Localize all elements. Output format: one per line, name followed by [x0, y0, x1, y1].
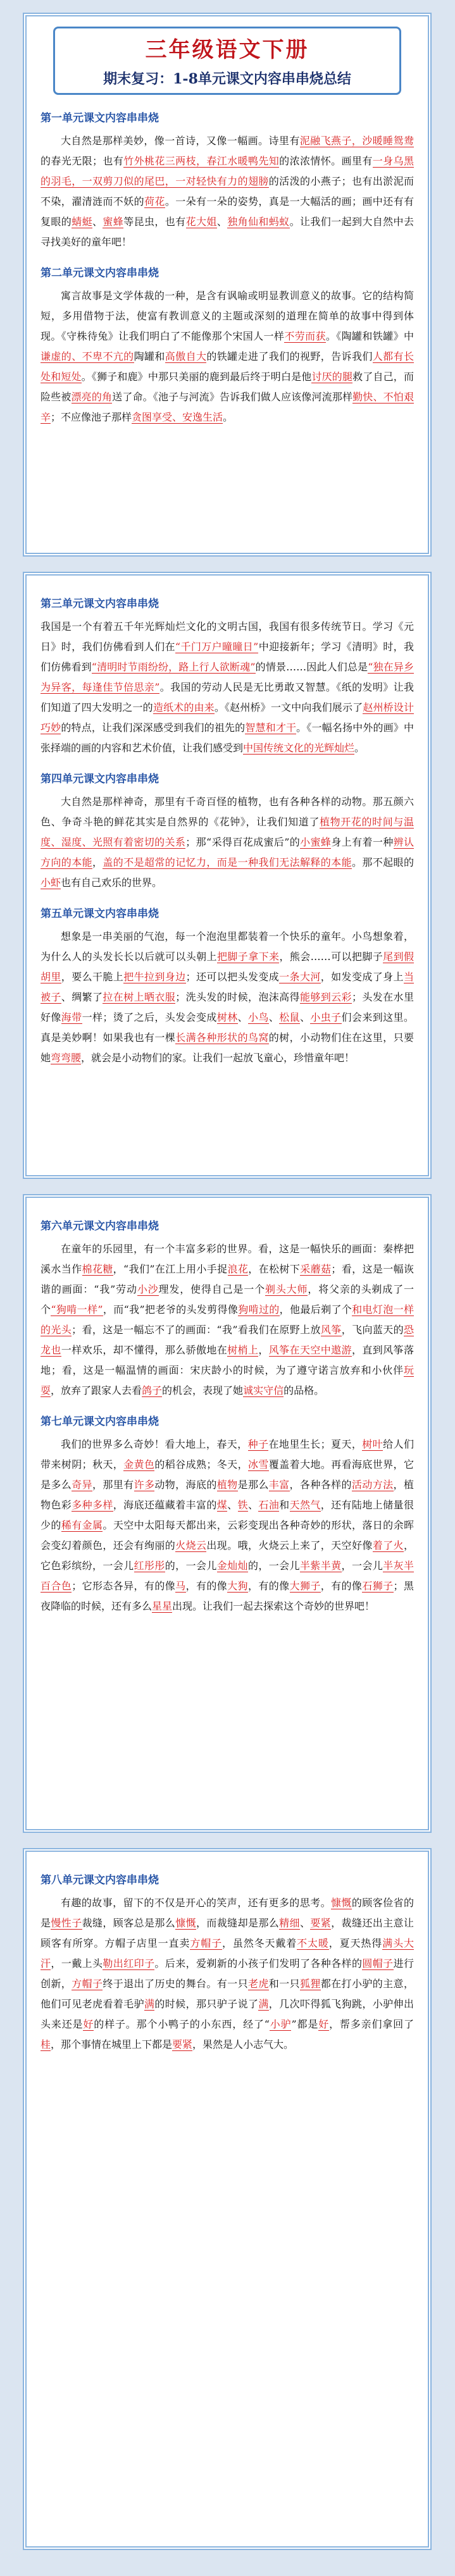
key-phrase: 金灿灿 [216, 1560, 248, 1572]
text-run: 救了自己，而险些被 [41, 371, 414, 403]
key-phrase: 铁 [237, 1499, 248, 1511]
unit-heading: 第四单元课文内容串串烧 [41, 773, 159, 786]
text-run: 的树，小动物们住在这里，只要她 [41, 1032, 414, 1064]
key-phrase: 半紫半黄 [299, 1560, 342, 1572]
key-phrase: 诚实守信 [243, 1384, 284, 1396]
page-subtitle: 期末复习：1-8单元课文内容串串烧总结 [103, 71, 351, 87]
text-run: 。《狮子和鹿》中那只美丽的鹿到最后终于明白是他 [81, 371, 312, 383]
text-run: ，各种各样的 [289, 1479, 352, 1491]
key-phrase: 种子 [247, 1438, 269, 1450]
text-run: 。那不起眼的 [351, 856, 414, 868]
text-run: 。我国的劳动人民是无比勇敢又智慧。《纸的发明》让我们知道了四大发明之一的 [41, 681, 414, 713]
text-run: 终于退出了历史的舞台。有一只 [103, 1978, 248, 1990]
document-sheet-3 [23, 1194, 432, 1833]
key-phrase: 把脚子拿下来 [216, 951, 280, 963]
key-phrase: 满 [258, 1998, 269, 2010]
text-run: ，要么干脆上 [61, 971, 124, 983]
unit-paragraph [41, 927, 414, 1068]
text-run: 的机会，表现了她 [162, 1384, 244, 1396]
unit-section [41, 1217, 414, 1401]
key-phrase: 荷花 [144, 195, 165, 207]
text-run: ，直到风筝落地；看，这是一幅温情的画面：宋庆龄小的时候，为了遵守诺言放弃和小伙伴 [41, 1344, 414, 1376]
key-phrase: 许多 [134, 1479, 155, 1491]
key-phrase: 鸽子 [142, 1384, 163, 1396]
document-sheet-2 [23, 572, 432, 1179]
text-run: 的情景……因此人们总是 [255, 661, 368, 673]
key-phrase: 智慧和才干 [245, 722, 297, 734]
text-run: 想象是一串美丽的气泡，每一个泡泡里都装着一个快乐的童年。小鸟想象着，为什么人的头发长长以后就可以头朝上 [41, 930, 414, 963]
text-run: 等昆虫，也有 [123, 216, 186, 228]
unit-section [41, 264, 414, 428]
key-phrase: 海带 [61, 1011, 82, 1023]
text-run: 的，一会儿 [165, 1560, 217, 1572]
key-phrase: 和电灯泡一样的光头 [41, 1303, 414, 1336]
text-run: 出现。哦，火烧云上来了，天空好像 [206, 1539, 373, 1551]
unit-heading: 第一单元课文内容串串烧 [41, 112, 159, 125]
key-phrase: 稀有金属 [61, 1519, 103, 1531]
key-phrase: 当被子 [41, 971, 414, 1003]
text-run: ， [92, 856, 103, 868]
key-phrase: 红彤彤 [134, 1560, 165, 1572]
text-run: 、 [216, 216, 228, 228]
key-phrase: 树叶 [362, 1438, 383, 1450]
key-phrase: 玩耍 [41, 1364, 414, 1396]
text-run: 在童年的乐园里，有一个丰富多彩的世界。看，这是一幅快乐的画面：秦桦把溪水当作 [41, 1243, 414, 1275]
text-run: 和 [279, 1499, 290, 1511]
key-phrase: 把牛拉到身边 [123, 971, 186, 983]
text-run: 在地里生长；夏天， [268, 1438, 363, 1450]
key-phrase: 不太暖 [297, 1937, 329, 1949]
key-phrase: 高傲自大 [165, 350, 207, 362]
unit-paragraph [41, 1893, 414, 2055]
text-run: 有趣的故事，留下的不仅是开心的笑声，还有更多的思考。 [61, 1897, 331, 1909]
text-run: 的样子。那个小鸭子的小东西，经了“ [94, 2018, 270, 2030]
unit-heading: 第五单元课文内容串串烧 [41, 908, 159, 920]
text-run: 寓言故事是文学体裁的一种，是含有讽喻或明显教训意义的故事。它的结构简短，多用借物于法，使富有教训意义的主题或深刻的道理在简单的故事中得到体现。《守株待兔》让我们明白了不能像那个宋国人一样 [41, 290, 414, 342]
unit-heading: 第三单元课文内容串串烧 [41, 598, 159, 610]
text-run: 们会来到这里。真是美妙啊！如果我也有一棵 [41, 1011, 414, 1044]
text-run: 动物，海底的 [154, 1479, 217, 1491]
key-phrase: 丰富 [268, 1479, 290, 1491]
key-phrase: 浪花 [227, 1263, 249, 1275]
text-run: 大自然是那样美妙，像一首诗，又像一幅画。诗里有 [61, 135, 300, 147]
text-run: ，帮多亲们拿回了 [329, 2018, 414, 2030]
key-phrase: 植物开花的时间与温度、湿度、光照有着密切的关系 [41, 816, 414, 848]
key-phrase: 盖的不是超常的记忆力，而是一种我们无法解释的本能 [103, 856, 352, 868]
key-phrase: 大狮子 [289, 1580, 321, 1592]
key-phrase: 棉花糖 [82, 1263, 113, 1275]
unit-heading: 第八单元课文内容串串烧 [41, 1874, 159, 1887]
key-phrase: 着了火 [372, 1539, 404, 1551]
key-phrase: 风筝 [320, 1324, 342, 1336]
key-phrase: 植物 [216, 1479, 238, 1491]
text-run: ，夏天热得 [328, 1937, 383, 1949]
text-run: ， [258, 1344, 269, 1356]
text-run: 的浓浓情怀。画里有 [279, 155, 373, 167]
text-run: ；洗头发的时候，泡沫高得 [175, 991, 300, 1003]
text-run: 。后来，爱剃新的小孩子们发明了各种各样的 [154, 1957, 363, 1969]
key-phrase: 小蜜蜂 [300, 836, 332, 848]
text-run: 都在打小驴的主意，他们可见老虎看着毛驴 [41, 1978, 414, 2010]
text-run: ，海底还蕴藏着丰富的 [113, 1499, 217, 1511]
key-phrase: 石油 [258, 1499, 280, 1511]
text-run: ，有的像 [247, 1580, 290, 1592]
text-run: ，有的像 [185, 1580, 228, 1592]
text-run: 一样；烫了之后，头发会变成 [82, 1011, 217, 1023]
text-run: 进行创新， [41, 1957, 414, 1990]
key-phrase: 蜜蜂 [103, 216, 124, 228]
key-phrase: 精细 [279, 1917, 300, 1929]
key-phrase: 不劳而获 [284, 330, 326, 342]
key-phrase: 狐狸 [299, 1978, 321, 1990]
key-phrase: 天然气 [289, 1499, 321, 1511]
unit-heading: 第七单元课文内容串串烧 [41, 1415, 159, 1428]
text-run: ；头发在水里好像 [41, 991, 414, 1023]
text-run: 的特点，让我们深深感受到我们的祖先的 [61, 722, 246, 734]
key-phrase: 活动方法 [351, 1479, 394, 1491]
text-run: ，那里有 [92, 1479, 134, 1491]
text-run: 、 [299, 1011, 311, 1023]
key-phrase: 桂 [41, 2038, 51, 2050]
key-phrase: 蜻蜓 [72, 216, 92, 228]
key-phrase: 泥融飞燕子，沙暖睡鸳鸯 [299, 135, 414, 147]
key-phrase: 要紧 [310, 1917, 332, 1929]
text-run: 理发，使得自己是一个 [158, 1283, 265, 1295]
key-phrase: 石狮子 [362, 1580, 394, 1592]
key-phrase: “清明时节雨纷纷，路上行人欲断魂” [91, 661, 256, 673]
key-phrase: 剃头大师 [265, 1283, 308, 1295]
title-banner [53, 27, 401, 95]
document-sheet-1 [23, 13, 432, 557]
key-phrase: 慢性子 [51, 1917, 82, 1929]
key-phrase: 松鼠 [279, 1011, 300, 1023]
key-phrase: 拉在树上晒衣服 [103, 991, 176, 1003]
key-phrase: 好 [83, 2018, 94, 2030]
key-phrase: 方帽子 [190, 1937, 222, 1949]
key-phrase: 小驴 [269, 2018, 292, 2030]
text-run: 的活泼的小燕子；也有出淤泥而不染，濯清涟而不妖的 [41, 175, 414, 207]
key-phrase: 马 [175, 1580, 186, 1592]
key-phrase: “千门万户曈曈日” [175, 641, 259, 653]
key-phrase: 辨认方向的本能 [41, 836, 414, 868]
key-phrase: 竹外桃花三两枝，春江水暖鸭先知 [123, 155, 280, 167]
text-run: ，那个事情在城里上下都是 [51, 2038, 173, 2050]
text-run: ，放弃了跟家人去看 [51, 1384, 142, 1396]
unit-section [41, 904, 414, 1068]
key-phrase: 贪图享受、安逸生活 [132, 411, 223, 423]
text-run: ；那“采得百花成蜜后”的 [185, 836, 301, 848]
text-run: ”都是 [291, 2018, 319, 2030]
key-phrase: 慷慨 [175, 1917, 196, 1929]
key-phrase: 勤快、不怕艰辛 [41, 391, 414, 423]
key-phrase: 冰雪 [247, 1458, 269, 1470]
key-phrase: 小鸟 [247, 1011, 269, 1023]
key-phrase: 火烧云 [175, 1539, 207, 1551]
text-run: 覆盖着大地。再看海底世界，它是多么 [41, 1458, 414, 1491]
unit-paragraph [41, 286, 414, 428]
text-run: ，将父亲的头剃成了一个 [41, 1283, 414, 1316]
key-phrase: 勒出红印子 [103, 1957, 155, 1969]
text-run: 出现。让我们一起去探索这个奇妙的世界吧！ [172, 1600, 375, 1612]
text-run: ，几次吓得狐飞狗跳，小驴伸出头来还是 [41, 1998, 414, 2030]
key-phrase: 满 [144, 1998, 155, 2010]
text-run: ，而裁缝却是那么 [196, 1917, 280, 1929]
key-phrase: 树梢上 [227, 1344, 259, 1356]
text-run: 一样欢乐，却不懂得，那么骄傲地在 [61, 1344, 228, 1356]
key-phrase: 风筝在天空中遨游 [268, 1344, 352, 1356]
text-run: ；还可以把头发变成 [185, 971, 280, 983]
key-phrase: 小沙 [137, 1283, 159, 1295]
text-run: 、 [227, 1499, 238, 1511]
text-run: 大自然是那样神奇，那里有千奇百怪的植物，也有各种各样的动物。那五颜六色、争奇斗艳的鲜花其实是自然界的《花钟》，让我们知道了 [41, 796, 414, 828]
unit-heading: 第二单元课文内容串串烧 [41, 267, 159, 280]
text-run: 。天空中太阳每天都出来，云彩变现出各种奇妙的形状，落日的余晖会变幻着颜色，还会有绚丽的 [41, 1519, 414, 1551]
unit-section [41, 109, 414, 252]
text-run: 的品格。 [284, 1384, 325, 1396]
text-run: ；看，这是一幅诙谐的画面：“我”劳动 [41, 1263, 414, 1295]
text-run: 身上有着一种 [331, 836, 394, 848]
text-run: ，在松树下 [248, 1263, 301, 1275]
text-run: ，果然是人小志气大。 [192, 2038, 294, 2050]
text-run: 我们的世界多么奇妙！看大地上，春天， [61, 1438, 248, 1450]
key-phrase: 奇异 [72, 1479, 92, 1491]
text-run: 陶罐和 [134, 350, 165, 362]
text-run: ，裁缝还出主意让顾客有所穿。方帽子店里一直卖 [41, 1917, 414, 1949]
key-phrase: 要紧 [172, 2038, 193, 2050]
text-run: 。《一幅名扬中外的画》中张择端的画的内容和艺术价值，让我们感受到 [41, 722, 414, 754]
text-run: ，还有陆地上储量很少的 [41, 1499, 414, 1531]
key-phrase: 狗啃过的 [238, 1303, 280, 1316]
key-phrase: 好 [318, 2018, 330, 2030]
key-phrase: 独角仙和蚂蚁 [227, 216, 290, 228]
text-run: ；黑夜降临的时候，还有多么 [41, 1580, 414, 1612]
text-run: ，一戴上头 [51, 1957, 103, 1969]
text-run: 、 [268, 1011, 280, 1023]
unit-section [41, 595, 414, 758]
key-phrase: 弯弯腰 [51, 1052, 82, 1064]
key-phrase: “独在异乡为异客，每逢佳节倍思亲” [41, 661, 414, 693]
text-run: 。《赵州桥》一文中向我们展示了 [214, 701, 363, 713]
key-phrase: 长满各种形状的鸟窝 [175, 1032, 269, 1044]
key-phrase: 讨厌的腿 [311, 371, 353, 383]
key-phrase: 能够到云彩 [299, 991, 352, 1003]
text-run: ；看，这是一幅忘不了的画面：“我”看我们在原野上放 [72, 1324, 321, 1336]
key-phrase: 圆帽子 [362, 1957, 394, 1969]
text-run: 给人们带来树阴；秋天， [41, 1438, 414, 1470]
unit-paragraph [41, 1239, 414, 1401]
key-phrase: 造纸术的由来 [153, 701, 215, 713]
unit-paragraph [41, 131, 414, 252]
text-run: 。 [354, 742, 365, 754]
key-phrase: 花大姐 [185, 216, 217, 228]
unit-paragraph [41, 792, 414, 893]
text-run: 、绸繁了 [61, 991, 103, 1003]
text-run: 、 [247, 1499, 259, 1511]
key-phrase: 方帽子 [72, 1978, 103, 1990]
key-phrase: 慷慨 [331, 1897, 352, 1909]
text-run: 。一朵有一朵的姿势，真是一大幅活的画；画中还有有复眼的 [41, 195, 414, 228]
key-phrase: 金黄色 [123, 1458, 155, 1470]
key-phrase: 漂亮的角 [71, 391, 113, 403]
key-phrase: 一身乌黑的羽毛，一双剪刀似的尾巴，一对轻快有力的翅膀 [41, 155, 414, 187]
text-run: 中迎接新年；学习《清明》时，我们仿佛看到 [41, 641, 414, 673]
unit-section [41, 1412, 414, 1617]
key-phrase: 树林 [216, 1011, 238, 1023]
key-phrase: 大狗 [227, 1580, 248, 1592]
text-run: ，有的像 [320, 1580, 363, 1592]
text-run: ，而“我”把老爷的头发剪得像 [103, 1303, 239, 1316]
key-phrase: 赵州桥设计巧妙 [41, 701, 414, 734]
key-phrase: 星星 [152, 1600, 173, 1612]
text-run: 的时候，那只驴子说了 [154, 1998, 259, 2010]
key-phrase: 半灰半百合色 [41, 1560, 414, 1592]
text-run: 、 [237, 1011, 248, 1023]
text-run: 送了命。《池子与河流》告诉我们做人应该像河流那样 [112, 391, 353, 403]
text-run: 的稻谷成熟；冬天， [154, 1458, 248, 1470]
text-run: 和一只 [268, 1978, 300, 1990]
text-run: 也有自己欢乐的世界。 [61, 877, 163, 889]
text-run: ，植物色彩 [41, 1479, 414, 1511]
text-run: 的铁罐走进了我们的视野，告诉我们 [206, 350, 373, 362]
key-phrase: 一条大河 [279, 971, 321, 983]
text-run: ，“我们”在江上用小手捉 [113, 1263, 228, 1275]
key-phrase: 谦虚的、不卑不亢的 [41, 350, 134, 362]
text-run: ，如发变成了身上 [320, 971, 404, 983]
text-run: ，飞向蓝天的 [341, 1324, 404, 1336]
text-run: ，一会儿 [341, 1560, 383, 1572]
text-run: 的春光无限；也有 [41, 155, 124, 167]
text-run: 的顾客俭省的是 [41, 1897, 414, 1929]
unit-section [41, 1871, 414, 2055]
unit-paragraph [41, 1434, 414, 1617]
unit-heading: 第六单元课文内容串串烧 [41, 1220, 159, 1233]
text-run: 裁缝，顾客总是那么 [82, 1917, 176, 1929]
key-phrase: 采蘑菇 [300, 1263, 332, 1275]
key-phrase: 小虫子 [310, 1011, 342, 1023]
text-run: 的，一会儿 [247, 1560, 300, 1572]
unit-paragraph [41, 617, 414, 758]
key-phrase: 多种多样 [72, 1499, 113, 1511]
text-run: ；它形态各异，有的像 [72, 1580, 176, 1592]
text-run: 、 [299, 1917, 311, 1929]
key-phrase: “狗啃一样” [51, 1303, 103, 1316]
key-phrase: 满头大汗 [41, 1937, 414, 1969]
key-phrase: 人都有长处和短处 [41, 350, 414, 383]
text-run: 我国是一个有着五千年光辉灿烂文化的文明古国，我国有很多传统节日。学习《元日》时，我们仿佛看到人们在 [41, 620, 414, 653]
page-title: 三年级语文下册 [145, 37, 309, 63]
text-run: ，他最后剃了个 [279, 1303, 352, 1316]
text-run: 是那么 [237, 1479, 269, 1491]
text-run: ，虽然冬天戴着 [221, 1937, 297, 1949]
text-run: ；不应像池子那样 [51, 411, 132, 423]
text-run: ，就会是小动物们的家。让我们一起放飞童心，珍惜童年吧！ [81, 1052, 355, 1064]
text-run: ，它色彩缤纷，一会儿 [41, 1539, 414, 1572]
unit-section [41, 770, 414, 893]
key-phrase: 中国传统文化的光辉灿烂 [243, 742, 355, 754]
key-phrase: 小虾 [41, 877, 61, 889]
text-run: 。 [223, 411, 234, 423]
key-phrase: 煤 [216, 1499, 228, 1511]
text-run: 。《陶罐和铁罐》中 [325, 330, 414, 342]
key-phrase: 恐龙也 [41, 1324, 414, 1356]
key-phrase: 尾到假胡里 [41, 951, 414, 983]
text-run: 、 [92, 216, 103, 228]
text-run: ，熊会……可以把脚子 [279, 951, 383, 963]
document-sheet-4 [23, 1848, 432, 2550]
text-run: 。让我们一起到大自然中去寻找美好的童年吧！ [41, 216, 414, 248]
key-phrase: 老虎 [247, 1978, 269, 1990]
